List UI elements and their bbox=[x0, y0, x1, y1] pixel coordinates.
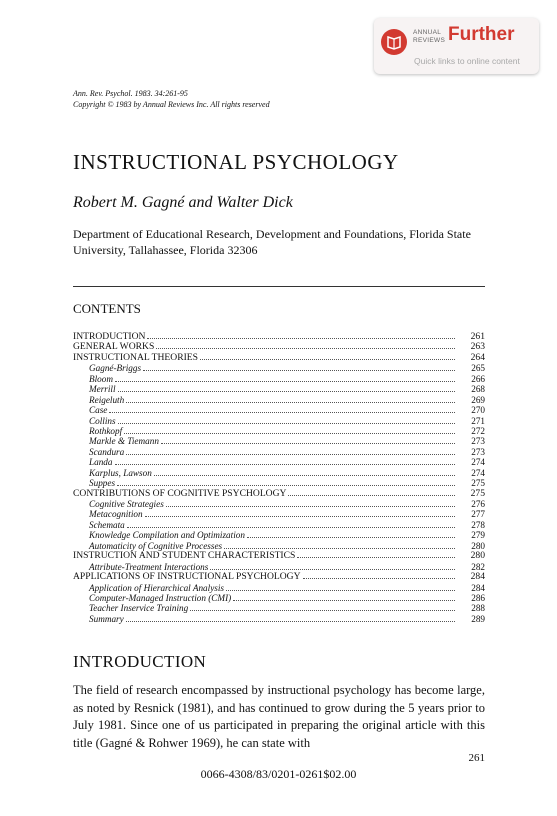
toc-entry-label: Application of Hierarchical Analysis bbox=[89, 582, 224, 593]
toc-entry[interactable] bbox=[73, 509, 485, 519]
toc-entry[interactable] bbox=[73, 520, 485, 530]
toc-entry[interactable] bbox=[73, 530, 485, 540]
toc-entry-label: APPLICATIONS OF INSTRUCTIONAL PSYCHOLOGY bbox=[73, 571, 301, 583]
book-arrow-icon bbox=[381, 29, 407, 55]
toc-entry-page: 263 bbox=[470, 341, 485, 353]
toc-entry-label: Suppes bbox=[89, 478, 116, 489]
toc-entry-page: 275 bbox=[470, 487, 485, 499]
toc-entry-page: 280 bbox=[471, 540, 485, 551]
toc-entry-page: 286 bbox=[471, 592, 485, 603]
toc-entry-page: 269 bbox=[471, 394, 485, 405]
toc-entry-label: Automaticity of Cognitive Processes bbox=[89, 540, 223, 551]
toc-leader-dots bbox=[143, 370, 455, 371]
toc-leader-dots bbox=[210, 569, 455, 570]
toc-entry[interactable] bbox=[73, 447, 485, 457]
toc-leader-dots bbox=[126, 621, 455, 622]
toc-leader-dots bbox=[297, 557, 455, 558]
section-heading: INTRODUCTION bbox=[73, 652, 207, 671]
toc-entry-page: 264 bbox=[470, 351, 485, 363]
toc-entry-page: 275 bbox=[471, 478, 485, 489]
toc-leader-dots bbox=[247, 537, 455, 538]
toc-entry[interactable] bbox=[73, 405, 485, 415]
toc-entry[interactable] bbox=[73, 416, 485, 426]
toc-leader-dots bbox=[124, 433, 455, 434]
toc-entry[interactable] bbox=[73, 489, 485, 499]
toc-entry-label: Schemata bbox=[89, 519, 125, 530]
toc-entry[interactable] bbox=[73, 457, 485, 467]
toc-leader-dots bbox=[226, 590, 455, 591]
toc-entry[interactable] bbox=[73, 583, 485, 593]
toc-entry[interactable] bbox=[73, 593, 485, 603]
toc-entry[interactable] bbox=[73, 614, 485, 624]
toc-entry[interactable] bbox=[73, 363, 485, 373]
toc-entry-label: Landa bbox=[89, 457, 113, 468]
toc-leader-dots bbox=[303, 578, 455, 579]
toc-entry-page: 261 bbox=[470, 331, 485, 342]
toc-entry-page: 274 bbox=[471, 467, 485, 478]
toc-entry-page: 266 bbox=[471, 373, 485, 384]
body-paragraph: The field of research encompassed by instructional psychology has become large, as noted by Resnick (1981), and has continued to grow during the 5 years prior to July 1981. Since one of us participated in preparing the original article with this title (Gagné & Rohwer 1969), he can state with bbox=[73, 683, 485, 750]
article-authors: Robert M. Gagné and Walter Dick bbox=[73, 194, 293, 211]
toc-entry-label: Karplus, Lawson bbox=[89, 467, 152, 478]
article-title: INSTRUCTIONAL PSYCHOLOGY bbox=[73, 150, 399, 174]
toc-entry-page: 282 bbox=[471, 561, 485, 572]
toc-entry-page: 276 bbox=[471, 499, 485, 509]
toc-entry-label: Summary bbox=[89, 613, 124, 624]
toc-entry[interactable] bbox=[73, 426, 485, 436]
toc-leader-dots bbox=[115, 464, 456, 465]
citation-line-1: Ann. Rev. Psychol. 1983. 34:261-95 bbox=[73, 89, 188, 98]
toc-entry-label: Rothkopf bbox=[89, 425, 123, 436]
toc-entry-label: Merrill bbox=[89, 384, 116, 395]
toc-leader-dots bbox=[147, 338, 455, 339]
toc-leader-dots bbox=[288, 495, 455, 496]
toc-leader-dots bbox=[127, 527, 455, 528]
toc-entry-label: INSTRUCTION AND STUDENT CHARACTERISTICS bbox=[73, 550, 296, 562]
toc-entry-page: 284 bbox=[470, 571, 485, 583]
toc-entry-page: 268 bbox=[471, 384, 485, 395]
toc-entry-label: Reigeluth bbox=[89, 394, 125, 405]
toc-entry-page: 284 bbox=[471, 582, 485, 593]
toc-entry[interactable] bbox=[73, 395, 485, 405]
further-label: Further bbox=[448, 24, 515, 45]
toc-entry-page: 274 bbox=[471, 457, 485, 468]
toc-leader-dots bbox=[224, 548, 455, 549]
toc-entry[interactable] bbox=[73, 468, 485, 478]
toc-entry-page: 272 bbox=[471, 425, 485, 436]
toc-entry-label: Teacher Inservice Training bbox=[89, 603, 189, 614]
toc-entry[interactable] bbox=[73, 384, 485, 394]
toc-leader-dots bbox=[126, 402, 455, 403]
toc-entry-label: Knowledge Compilation and Optimization bbox=[89, 530, 245, 541]
toc-entry-page: 280 bbox=[470, 550, 485, 562]
toc-leader-dots bbox=[115, 381, 455, 382]
toc-entry-label: INTRODUCTION bbox=[73, 331, 146, 342]
quick-links-text: Quick links to online content bbox=[414, 56, 520, 66]
divider bbox=[73, 286, 485, 287]
toc-entry-label: Cognitive Strategies bbox=[89, 499, 164, 509]
toc-leader-dots bbox=[166, 506, 455, 507]
toc-entry-label: CONTRIBUTIONS OF COGNITIVE PSYCHOLOGY bbox=[73, 487, 287, 499]
toc-leader-dots bbox=[161, 443, 455, 444]
page-number: 261 bbox=[468, 752, 485, 764]
annual-reviews-logo-text: ANNUAL REVIEWS bbox=[413, 29, 446, 44]
toc-entry[interactable] bbox=[73, 499, 485, 509]
toc-leader-dots bbox=[109, 412, 455, 413]
toc-entry-page: 277 bbox=[471, 509, 485, 520]
toc-leader-dots bbox=[190, 610, 455, 611]
toc-entry-label: Markle & Tiemann bbox=[89, 436, 159, 447]
toc-entry-label: Scandura bbox=[89, 446, 125, 457]
toc-entry-label: Computer-Managed Instruction (CMI) bbox=[89, 592, 232, 603]
author-affiliation: Department of Educational Research, Development and Foundations, Florida State University, Tallahassee, Florida 32306 bbox=[73, 227, 471, 257]
toc-entry-page: 278 bbox=[471, 519, 485, 530]
footer-code: 0066-4308/83/0201-0261$02.00 bbox=[200, 767, 357, 781]
toc-leader-dots bbox=[118, 423, 455, 424]
toc-entry[interactable] bbox=[73, 374, 485, 384]
toc-entry-page: 265 bbox=[471, 363, 485, 374]
toc-entry-page: 270 bbox=[471, 405, 485, 416]
toc-entry-page: 288 bbox=[471, 603, 485, 614]
toc-leader-dots bbox=[154, 475, 455, 476]
toc-entry-label: Metacognition bbox=[89, 509, 143, 520]
toc-leader-dots bbox=[233, 600, 455, 601]
citation-line-2: Copyright © 1983 by Annual Reviews Inc. All rights reserved bbox=[73, 100, 270, 109]
toc-entry-label: Gagné-Briggs bbox=[89, 363, 142, 374]
toc-leader-dots bbox=[126, 454, 455, 455]
table-of-contents bbox=[73, 332, 485, 624]
toc-entry[interactable] bbox=[73, 436, 485, 446]
further-banner[interactable] bbox=[374, 18, 539, 74]
toc-leader-dots bbox=[200, 359, 455, 360]
toc-entry-page: 273 bbox=[471, 436, 485, 447]
toc-entry-label: INSTRUCTIONAL THEORIES bbox=[73, 351, 198, 363]
toc-leader-dots bbox=[117, 485, 455, 486]
toc-entry-label: GENERAL WORKS bbox=[73, 341, 155, 353]
toc-leader-dots bbox=[156, 348, 455, 349]
contents-heading: CONTENTS bbox=[73, 301, 141, 316]
toc-leader-dots bbox=[118, 391, 455, 392]
toc-entry-page: 271 bbox=[471, 415, 485, 426]
toc-entry-page: 289 bbox=[471, 613, 485, 624]
toc-entry-label: Bloom bbox=[89, 373, 113, 384]
citation bbox=[73, 88, 270, 110]
toc-entry[interactable] bbox=[73, 551, 485, 561]
toc-entry[interactable] bbox=[73, 478, 485, 488]
toc-entry-label: Case bbox=[89, 405, 108, 416]
toc-entry-label: Collins bbox=[89, 415, 116, 426]
toc-entry[interactable] bbox=[73, 603, 485, 613]
toc-leader-dots bbox=[145, 516, 455, 517]
toc-entry-page: 273 bbox=[471, 446, 485, 457]
toc-entry[interactable] bbox=[73, 353, 485, 363]
toc-entry-page: 279 bbox=[471, 530, 485, 541]
toc-entry[interactable] bbox=[73, 572, 485, 582]
toc-entry-label: Attribute-Treatment Interactions bbox=[89, 561, 209, 572]
